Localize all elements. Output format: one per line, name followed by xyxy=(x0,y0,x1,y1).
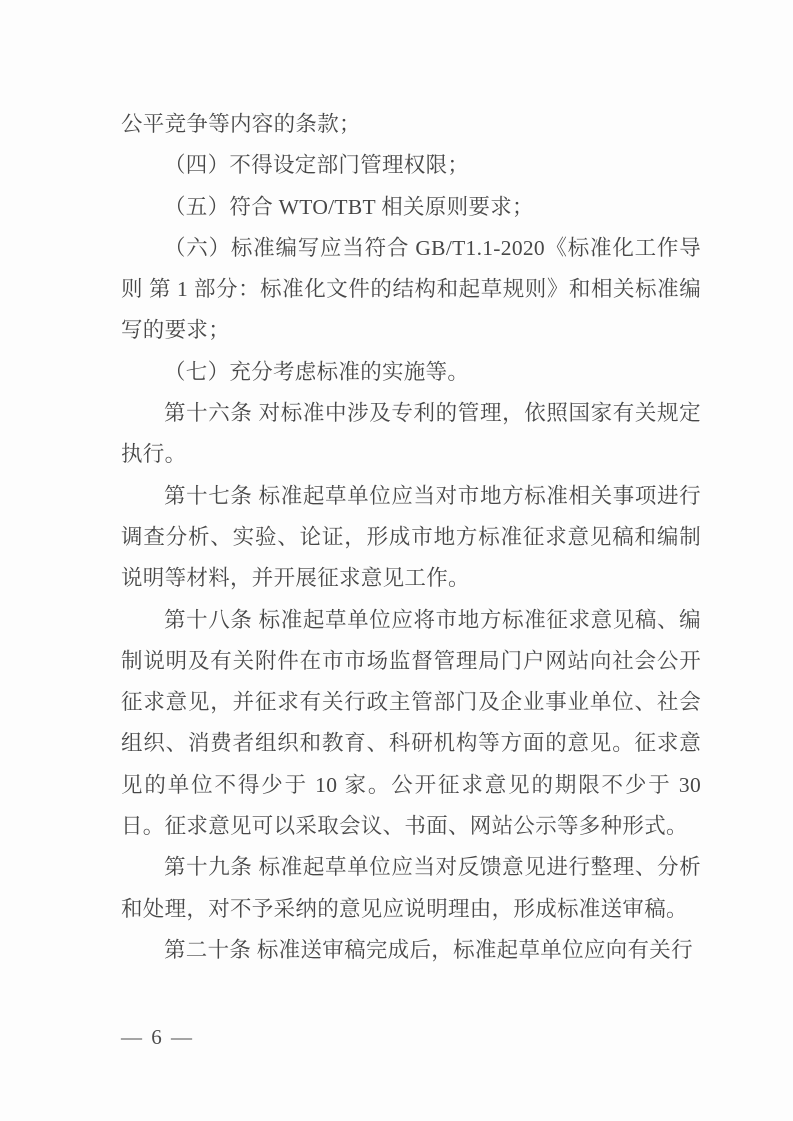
paragraph: 第二十条 标准送审稿完成后，标准起草单位应向有关行 xyxy=(164,937,693,962)
page-body-text xyxy=(121,104,701,971)
paragraph: （六）标准编写应当符合 GB/T1.1-2020《标准化工作导则 第 1 部分：标准化文件的结构和起草规则》和相关标准编写的要求； xyxy=(121,235,701,343)
paragraph: （五）符合 WTO/TBT 相关原则要求； xyxy=(164,194,534,219)
paragraph: 第十六条 对标准中涉及专利的管理，依照国家有关规定执行。 xyxy=(121,401,701,467)
page-number: — 6 — xyxy=(121,1025,194,1049)
paragraph: 公平竞争等内容的条款； xyxy=(121,112,361,136)
paragraph: （七）充分考虑标准的实施等。 xyxy=(164,359,470,384)
paragraph: 第十七条 标准起草单位应当对市地方标准相关事项进行调查分析、实验、论证，形成市地方标准征求意见稿和编制说明等材料，并开展征求意见工作。 xyxy=(121,483,701,591)
paragraph: 第十九条 标准起草单位应当对反馈意见进行整理、分析和处理，对不予采纳的意见应说明理由，形成标准送审稿。 xyxy=(121,855,701,921)
paragraph: （四）不得设定部门管理权限； xyxy=(164,153,470,178)
paragraph: 第十八条 标准起草单位应将市地方标准征求意见稿、编制说明及有关附件在市市场监督管理局门户网站向社会公开征求意见，并征求有关行政主管部门及企业事业单位、社会组织、消费者组织和教育、科研机构等方面的意见。征求意见的单位不得少于 10 家。公开征求意见的期限不少于 30 日。征求意见可以采取会议、书面、网站公示等多种形式。 xyxy=(121,607,701,839)
